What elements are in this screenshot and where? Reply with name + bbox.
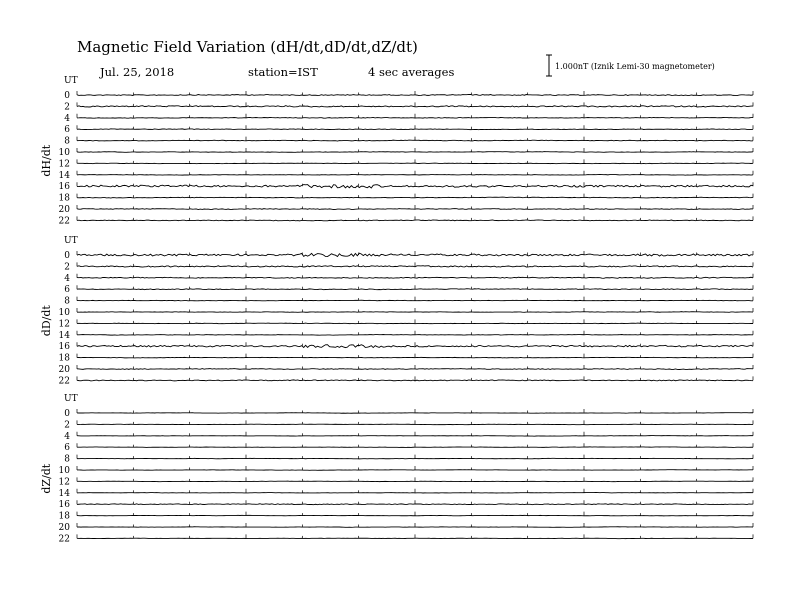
- hour-label: 4: [64, 431, 70, 442]
- series-trace: [77, 504, 753, 505]
- series-trace: [77, 481, 753, 482]
- series-trace: [77, 140, 753, 141]
- averaging-label: 4 sec averages: [368, 65, 455, 79]
- series-trace: [77, 515, 753, 516]
- hour-label: 14: [58, 170, 70, 181]
- hour-label: 12: [58, 477, 70, 488]
- hour-label: 8: [64, 454, 70, 465]
- ut-label: UT: [64, 394, 78, 404]
- scale-bar: [546, 55, 715, 76]
- series-trace: [77, 413, 753, 414]
- station-label: station=IST: [248, 65, 318, 79]
- hour-label: 16: [58, 500, 70, 511]
- observation-date: Jul. 25, 2018: [100, 65, 175, 79]
- series-trace: [77, 538, 753, 539]
- ut-label: UT: [64, 236, 78, 246]
- hour-label: 10: [58, 148, 70, 158]
- hour-label: 10: [58, 466, 70, 476]
- scale-bar-label: 1.000nT (Iznik Lemi-30 magnetometer): [555, 62, 715, 71]
- hour-label: 16: [58, 182, 70, 193]
- hour-label: 12: [58, 319, 70, 330]
- series-trace: [77, 470, 753, 471]
- series-trace: [77, 447, 753, 448]
- series-trace: [77, 129, 753, 130]
- component-label: dD/dt: [40, 305, 53, 337]
- hour-label: 14: [58, 330, 70, 341]
- series-trace: [77, 424, 753, 425]
- series-trace: [77, 94, 753, 95]
- hour-label: 18: [58, 511, 70, 522]
- series-trace: [77, 335, 753, 336]
- hour-label: 6: [64, 125, 70, 136]
- hour-label: 22: [58, 376, 70, 387]
- hour-label: 14: [58, 488, 70, 499]
- series-trace: [77, 436, 753, 437]
- series-trace: [77, 174, 753, 175]
- hour-label: 0: [64, 91, 70, 101]
- panel-dD-dt: [40, 236, 753, 386]
- ut-label: UT: [64, 76, 78, 86]
- hour-label: 6: [64, 285, 70, 296]
- series-trace: [77, 163, 753, 164]
- hour-label: 12: [58, 159, 70, 170]
- hour-label: 10: [58, 308, 70, 318]
- component-label: dH/dt: [40, 144, 53, 177]
- hour-label: 20: [58, 205, 70, 215]
- hour-label: 4: [64, 273, 70, 284]
- series-trace: [77, 220, 753, 221]
- series-trace: [77, 300, 753, 301]
- hour-label: 2: [64, 262, 70, 273]
- panel-dZ-dt: [40, 394, 753, 544]
- series-trace: [77, 289, 753, 290]
- hour-label: 20: [58, 365, 70, 375]
- series-trace: [77, 152, 753, 153]
- hour-label: 0: [64, 409, 70, 419]
- panels-group: [40, 76, 753, 544]
- series-trace: [77, 458, 753, 459]
- hour-label: 2: [64, 102, 70, 113]
- series-trace: [77, 312, 753, 313]
- chart-title: Magnetic Field Variation (dH/dt,dD/dt,dZ/dt): [77, 38, 418, 56]
- series-trace: [77, 527, 753, 528]
- hour-label: 16: [58, 342, 70, 353]
- panel-dH-dt: [40, 76, 753, 226]
- series-trace: [77, 492, 753, 493]
- hour-label: 8: [64, 136, 70, 147]
- hour-label: 2: [64, 420, 70, 431]
- hour-label: 8: [64, 296, 70, 307]
- component-label: dZ/dt: [40, 463, 53, 494]
- series-trace: [77, 369, 753, 370]
- series-trace: [77, 117, 753, 118]
- hour-label: 18: [58, 353, 70, 364]
- hour-label: 0: [64, 251, 70, 261]
- series-trace: [77, 357, 753, 358]
- hour-label: 6: [64, 443, 70, 454]
- hour-label: 22: [58, 534, 70, 545]
- hour-label: 22: [58, 216, 70, 227]
- hour-label: 4: [64, 113, 70, 124]
- hour-label: 18: [58, 193, 70, 204]
- hour-label: 20: [58, 523, 70, 533]
